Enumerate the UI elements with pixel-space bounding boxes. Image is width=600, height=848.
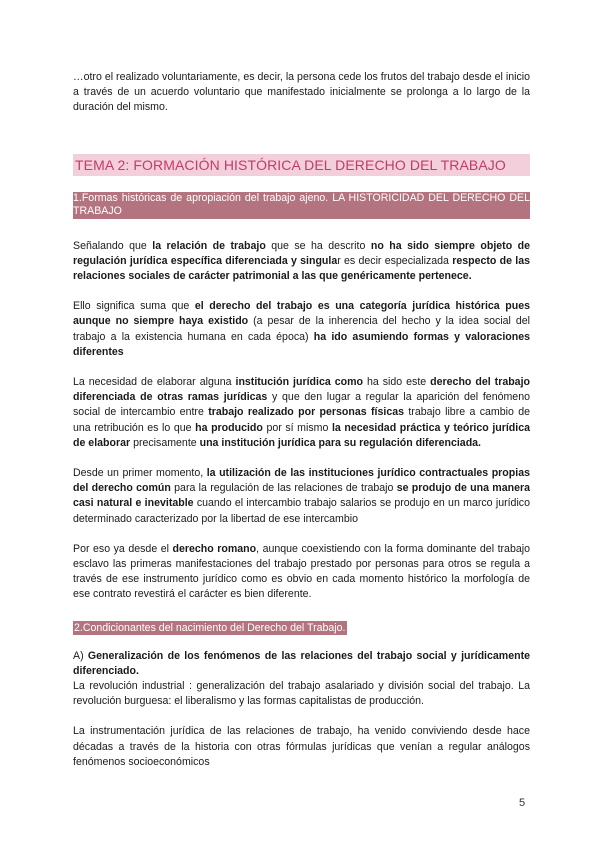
- paragraph-derecho-romano: Por eso ya desde el derecho romano, aunque coexistiendo con la forma dominante del trabajo esclavo las primeras manifestaciones del trabajo prestado por personas para otros se regula a través de ese instrumento jurídico como es obvio en cada momento histórico la morfología de ese contrato revestirá el carácter es bien diferente.: [73, 542, 530, 601]
- chapter-title: TEMA 2: FORMACIÓN HISTÓRICA DEL DERECHO DEL TRABAJO: [73, 154, 530, 176]
- paragraph-necesidad: La necesidad de elaborar alguna institución jurídica como ha sido este derecho del trabajo diferenciada de otras ramas jurídicas y que den lugar a regular la aparición del fenómeno social de intercambio entre trabajo realizado por personas físicas trabajo libre a cambio de una retribución es lo que ha producido por sí mismo la necesidad práctica y teórico jurídica de elaborar precisamente una institución jurídica para su regulación diferenciada.: [73, 376, 531, 449]
- subsection-a-heading: A) Generalización de los fenómenos de las relaciones del trabajo social y jurídicamente diferenciado.: [73, 649, 530, 677]
- document-page: [73, 70, 530, 785]
- page-number: 5: [519, 797, 526, 809]
- section-2-heading: 2.Condicionantes del nacimiento del Derecho del Trabajo.: [74, 621, 346, 634]
- intro-paragraph: …otro el realizado voluntariamente, es decir, la persona cede los frutos del trabajo desde el inicio a través de un acuerdo voluntario que manifestado inicialmente se prolonga a lo largo de la duración del mismo.: [73, 71, 530, 114]
- paragraph-instrumentacion: La instrumentación jurídica de las relaciones de trabajo, ha venido conviviendo desde hace décadas a través de la historia con otras fórmulas jurídicas que venían a regular análogos fenómenos socioeconómicos: [73, 725, 530, 768]
- paragraph-categoria-historica: Ello significa suma que el derecho del trabajo es una categoría jurídica histórica pues aunque no siempre haya existido (a pesar de la inherencia del hecho y la idea social del trabajo a la existencia humana en cada época) ha ido asumiendo formas y valoraciones diferentes: [73, 300, 530, 358]
- paragraph-relacion-trabajo: Señalando que la relación de trabajo que se ha descrito no ha sido siempre objeto de regulación jurídica específica diferenciada y singular es decir especializada respecto de las relaciones sociales de carácter patrimonial a las que genéricamente pertenece.: [73, 239, 530, 283]
- paragraph-primer-momento: Desde un primer momento, la utilización de las instituciones jurídico contractuales propias del derecho común para la regulación de las relaciones de trabajo se produjo de una manera casi natural e inevitable cuando el intercambio trabajo salarios se produjo en un marco jurídico determinado caracterizado por la libertad de ese intercambio: [73, 467, 530, 525]
- section-1-heading: 1.Formas históricas de apropiación del trabajo ajeno. LA HISTORICIDAD DEL DERECHO DEL TRABAJO: [73, 191, 530, 218]
- paragraph-revolucion: La revolución industrial : generalización del trabajo asalariado y división social del trabajo. La revolución burguesa: el liberalismo y las formas capitalistas de producción.: [73, 680, 530, 708]
